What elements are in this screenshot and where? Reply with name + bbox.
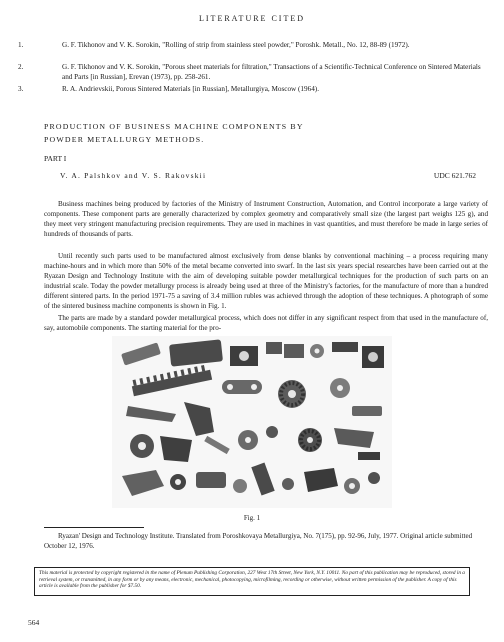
body-paragraph: The parts are made by a standard powder metallurgical process, which does not differ in any significant respect from that used in the manufacture of, say, automobile components. The starting material for the pro- <box>44 314 488 332</box>
reference-text: G. F. Tikhonov and V. K. Sorokin, "Rolling of strip from stainless steel powder," Poroshk. Metall., No. 12, 88-89 (1972). <box>62 41 410 49</box>
part-label: PART I <box>44 154 67 163</box>
reference-1 <box>18 40 488 50</box>
copyright-text: This material is protected by copyright registered in the name of Plenum Publishing Corporation, 227 West 17th Street, New York, N.Y. 10011. No part of this publication may be reproduced, stored in a retrieval system, or transmitted, in any form or by any means, electronic, mechanical, photocopying, microfilming, recording or otherwise, without written permission of the publisher. A copy of this article is available from the publisher for $7.50. <box>39 570 465 590</box>
article-title <box>44 120 484 146</box>
footnote-divider <box>44 527 144 528</box>
authors: V. A. Palshkov and V. S. Rakovskii <box>60 171 207 180</box>
footnote: Ryazan' Design and Technology Institute. Translated from Poroshkovaya Metallurgiya, No. 7(175), pp. 92-96, July, 1977. Original article submitted October 12, 1976. <box>44 532 473 550</box>
body-paragraph: Until recently such parts used to be manufactured almost exclusively from dense blanks by conventional machining – a process requiring many machine-hours and in which more than 50% of the metal became converted into swarf. In the last six years special researches have been carried out at the Ryazan Design and Technology Institute with the aim of developing suitable powder metallurgical techniques for the production of such parts on an industrial scale. Today the powder metallurgy process is already being used at three of the Ministry's factories, for the manufacture of more than a hundred different sintered parts. In the period 1971-75 a saving of 3.4 million rubles was achieved through the adoption of these techniques. A photograph of some of the sintered business machine components is shown in Fig. 1. <box>44 252 488 310</box>
body-paragraph: Business machines being produced by factories of the Ministry of Instrument Construction, Automation, and Control incorporate a large variety of components. These component parts are generally characterized by complex geometry and comparatively small size (the largest part weighs 125 g), and they meet very stringent manufacturing precision requirements. They are used in machines in vast quantities, and must therefore be made in large series of hundreds of thousands of parts. <box>44 200 488 238</box>
reference-2 <box>18 62 488 82</box>
sintered-parts-photo <box>112 336 392 508</box>
page-number: 564 <box>28 618 40 627</box>
copyright-notice <box>34 567 470 596</box>
reference-text: R. A. Andrievskii, Porous Sintered Materials [in Russian], Metallurgiya, Moscow (1964). <box>62 85 319 93</box>
article-title-line: POWDER METALLURGY METHODS. <box>44 135 205 144</box>
udc-code: UDC 621.762 <box>433 171 476 180</box>
figure-caption: Fig. 1 <box>243 514 261 522</box>
reference-text: G. F. Tikhonov and V. K. Sorokin, "Porous sheet materials for filtration," Transactions of a Scientific-Technical Conference on Sintered Materials and Parts [in Russian], Erevan (1973), pp. 258-261. <box>62 63 481 81</box>
reference-number: 1. <box>18 41 24 49</box>
reference-number: 3. <box>18 85 24 93</box>
article-title-line: PRODUCTION OF BUSINESS MACHINE COMPONENTS BY <box>44 122 304 131</box>
reference-number: 2. <box>18 63 24 71</box>
figure-photo <box>112 336 392 508</box>
reference-3 <box>18 84 488 94</box>
literature-cited-heading: LITERATURE CITED <box>199 14 305 23</box>
